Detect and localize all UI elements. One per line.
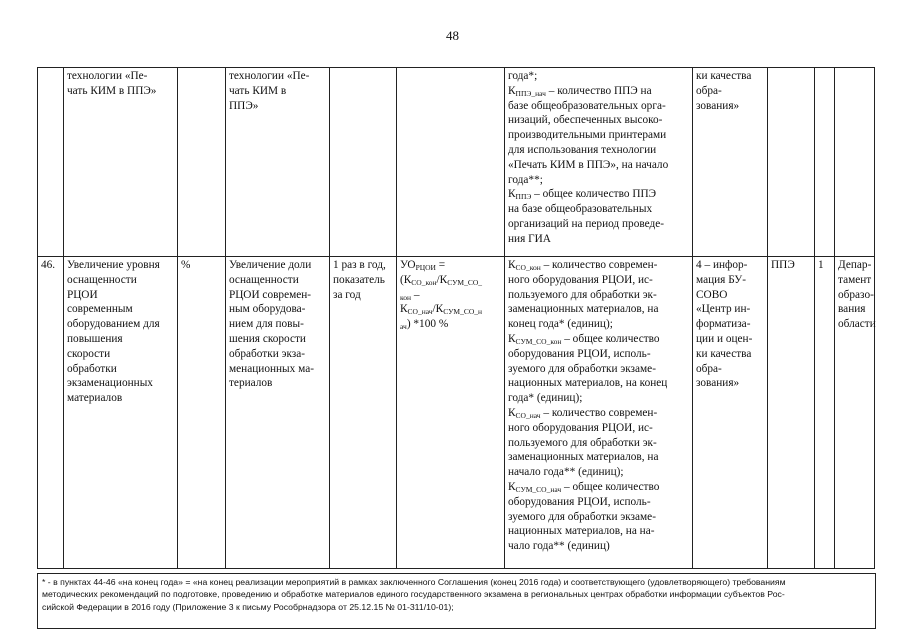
- method-line: [508, 347, 689, 362]
- method-text-pre: заменационных материалов, на: [508, 451, 659, 464]
- responsible-cell: [835, 68, 875, 257]
- method-line: [508, 376, 689, 391]
- method-text-pre: оборудования РЦОИ, исполь-: [508, 347, 651, 360]
- text-line: ки качества: [696, 70, 752, 82]
- formula-cell: [397, 257, 505, 569]
- text-line: обра-: [696, 84, 722, 97]
- method-line: [508, 143, 689, 158]
- row-number-cell: 46.: [38, 257, 64, 569]
- method-text-pre: для использования технологии: [508, 143, 657, 156]
- method-text-sub: СУМ_СО_кон: [515, 336, 562, 346]
- method-line: [508, 362, 689, 377]
- method-text-pre: заменационных материалов, на: [508, 303, 659, 316]
- text-line: тамент: [838, 273, 872, 286]
- method-text-post: – общее количество: [561, 480, 660, 493]
- footnote-line: методических рекомендаций по подготовке, проведению и обработке материалов единого государственного экзамена в региональных центрах обработки информации субъектов Рос-: [42, 589, 785, 600]
- method-line: [508, 99, 689, 114]
- text-line: обра-: [696, 362, 722, 375]
- method-text-pre: ного оборудования РЦОИ, ис-: [508, 273, 653, 286]
- text-line: скорости: [67, 347, 111, 360]
- indicator-name-cell: [64, 68, 178, 257]
- method-text-pre: «Печать КИМ в ППЭ», на начало: [508, 158, 669, 171]
- method-line: [508, 128, 689, 143]
- text-line: ППЭ»: [229, 99, 259, 112]
- text-line: зования»: [696, 377, 740, 390]
- method-line: [508, 113, 689, 128]
- method-line: [508, 187, 689, 202]
- text-line: обработки экза-: [229, 347, 306, 360]
- text-line: Увеличение доли: [229, 259, 312, 271]
- method-text-pre: ния ГИА: [508, 232, 551, 245]
- method-cell: [505, 257, 693, 569]
- method-line: [508, 450, 689, 465]
- source-cell: [693, 68, 768, 257]
- unit-cell: %: [178, 257, 226, 569]
- formula-line-5: $_{ач}$) *100 %: [400, 318, 449, 332]
- method-text-sub: ППЭ_нач: [515, 88, 546, 98]
- text-line: Депар-: [838, 259, 872, 271]
- method-text-post: – количество современ-: [540, 259, 658, 271]
- method-line: [508, 232, 689, 247]
- method-line: [508, 217, 689, 232]
- text-line: показатель: [333, 273, 385, 286]
- method-text-pre: года* (единиц);: [508, 392, 583, 405]
- method-text-sub: СУМ_СО_нач: [515, 484, 562, 494]
- method-line: [508, 421, 689, 436]
- text-line: оснащенности: [67, 273, 137, 286]
- method-text-pre: национных материалов, на на-: [508, 525, 655, 538]
- method-text-sub: ППЭ: [515, 192, 532, 202]
- definition-cell: [226, 68, 330, 257]
- method-text-pre: года*;: [508, 70, 538, 82]
- method-text-pre: на базе общеобразовательных: [508, 203, 653, 216]
- method-text-pre: года**;: [508, 173, 543, 186]
- method-line: [508, 273, 689, 288]
- footnote-line: сийской Федерации в 2016 году (Приложение 3 к письму Рособрнадзора от 25.12.15 № 01-311/10-01);: [42, 601, 454, 612]
- row-number-cell: [38, 68, 64, 257]
- text-line: области: [838, 318, 876, 331]
- method-line: [508, 406, 689, 421]
- table-row-continued: [38, 68, 875, 257]
- text-line: за год: [333, 288, 361, 301]
- method-line: [508, 391, 689, 406]
- method-text-pre: национных материалов, на конец: [508, 377, 668, 390]
- method-text-pre: конец года* (единиц);: [508, 318, 613, 331]
- method-text-pre: базе общеобразовательных орга-: [508, 99, 666, 112]
- method-line: [508, 202, 689, 217]
- text-line: Увеличение уровня: [67, 259, 160, 271]
- method-text-pre: низаций, обеспеченных высоко-: [508, 114, 663, 127]
- unit-cell: [178, 68, 226, 257]
- text-line: технологии «Пе-: [67, 70, 148, 82]
- text-line: «Центр ин-: [696, 303, 751, 316]
- method-line: [508, 539, 689, 554]
- method-text-pre: ного оборудования РЦОИ, ис-: [508, 421, 653, 434]
- periodicity-cell: [330, 68, 397, 257]
- method-line: [508, 495, 689, 510]
- indicators-table: [37, 67, 875, 569]
- source-cell: [693, 257, 768, 569]
- table-row-46: [38, 257, 875, 569]
- level-cell: [768, 68, 815, 257]
- text-line: шения скорости: [229, 332, 306, 345]
- text-line: вания: [838, 303, 866, 316]
- count-cell: [815, 68, 835, 257]
- text-line: РЦОИ: [67, 288, 98, 301]
- method-line: [508, 302, 689, 317]
- method-line: [508, 465, 689, 480]
- method-text-pre: производительными принтерами: [508, 129, 667, 142]
- level-cell: ППЭ: [768, 257, 815, 569]
- method-text-pre: начало года** (единиц);: [508, 466, 624, 479]
- text-line: оснащенности: [229, 273, 299, 286]
- text-line: териалов: [229, 377, 273, 390]
- method-line: [508, 332, 689, 347]
- method-line: [508, 173, 689, 188]
- text-line: ции и оцен-: [696, 332, 753, 345]
- text-line: чать КИМ в: [229, 84, 287, 97]
- method-text-pre: К: [508, 332, 516, 345]
- method-line: [508, 524, 689, 539]
- text-line: ным оборудова-: [229, 303, 306, 316]
- text-line: образо-: [838, 288, 874, 301]
- method-line: [508, 69, 689, 84]
- formula-line-3: $_{кон}$ –: [400, 288, 420, 302]
- text-line: 1 раз в год,: [333, 259, 386, 271]
- text-line: форматиза-: [696, 318, 751, 331]
- method-text-pre: К: [508, 84, 516, 97]
- method-text-pre: оборудования РЦОИ, исполь-: [508, 495, 651, 508]
- text-line: зования»: [696, 99, 740, 112]
- method-line: [508, 317, 689, 332]
- periodicity-cell: [330, 257, 397, 569]
- method-text-post: – общее количество ППЭ: [531, 188, 657, 201]
- method-text-pre: зуемого для обработки экзаме-: [508, 362, 656, 375]
- method-text-pre: К: [508, 480, 516, 493]
- method-cell: [505, 68, 693, 257]
- method-line: [508, 158, 689, 173]
- method-text-pre: пользуемого для обработки эк-: [508, 288, 657, 301]
- text-line: технологии «Пе-: [229, 70, 310, 82]
- text-line: чать КИМ в ППЭ»: [67, 84, 157, 97]
- method-text-post: – количество современ-: [540, 406, 658, 419]
- indicator-name-cell: [64, 257, 178, 569]
- method-line: [508, 84, 689, 99]
- footnote-line: * - в пунктах 44-46 «на конец года» = «на конец реализации мероприятий в рамках заключенного Соглашения (конец 2016 года) и соответствующего (удовлетворяющего) требованиям: [42, 577, 786, 587]
- method-line: [508, 288, 689, 303]
- method-text-pre: К: [508, 406, 516, 419]
- count-cell: 1: [815, 257, 835, 569]
- text-line: современным: [67, 303, 133, 316]
- method-line: [508, 510, 689, 525]
- method-text-post: – количество ППЭ на: [545, 84, 652, 97]
- formula-line-2: ($К_{СО\_кон}/К_{СУМ\_СО\_}$: [400, 273, 482, 287]
- method-text-pre: пользуемого для обработки эк-: [508, 436, 657, 449]
- method-text-post: – общее количество: [561, 332, 660, 345]
- text-line: ки качества: [696, 347, 752, 360]
- method-text-pre: К: [508, 259, 516, 271]
- text-line: менационных ма-: [229, 362, 314, 375]
- formula-cell: [397, 68, 505, 257]
- text-line: РЦОИ современ-: [229, 288, 312, 301]
- responsible-cell: [835, 257, 875, 569]
- method-text-sub: СО_нач: [515, 410, 541, 420]
- footnote: [37, 573, 876, 629]
- method-text-pre: зуемого для обработки экзаме-: [508, 510, 656, 523]
- text-line: материалов: [67, 392, 123, 405]
- method-text-pre: К: [508, 188, 516, 201]
- formula-line-1: $УО_{РЦОИ}$ =: [400, 259, 446, 272]
- text-line: мация БУ-: [696, 273, 747, 286]
- text-line: СОВО: [696, 288, 728, 301]
- text-line: обработки: [67, 362, 117, 375]
- text-line: повышения: [67, 332, 123, 345]
- text-line: оборудованием для: [67, 318, 160, 331]
- text-line: экзаменационных: [67, 377, 153, 390]
- method-line: [508, 258, 689, 273]
- method-line: [508, 480, 689, 495]
- method-text-pre: чало года** (единиц): [508, 540, 610, 553]
- definition-cell: [226, 257, 330, 569]
- text-line: нием для повы-: [229, 318, 304, 331]
- method-text-pre: организаций на период проведе-: [508, 217, 665, 230]
- text-line: 4 – инфор-: [696, 259, 748, 271]
- method-text-sub: СО_кон: [515, 263, 541, 272]
- method-line: [508, 436, 689, 451]
- formula-line-4: $К_{СО\_нач}/К_{СУМ\_СО\_н}$: [400, 303, 483, 317]
- page-number: 48: [446, 28, 459, 43]
